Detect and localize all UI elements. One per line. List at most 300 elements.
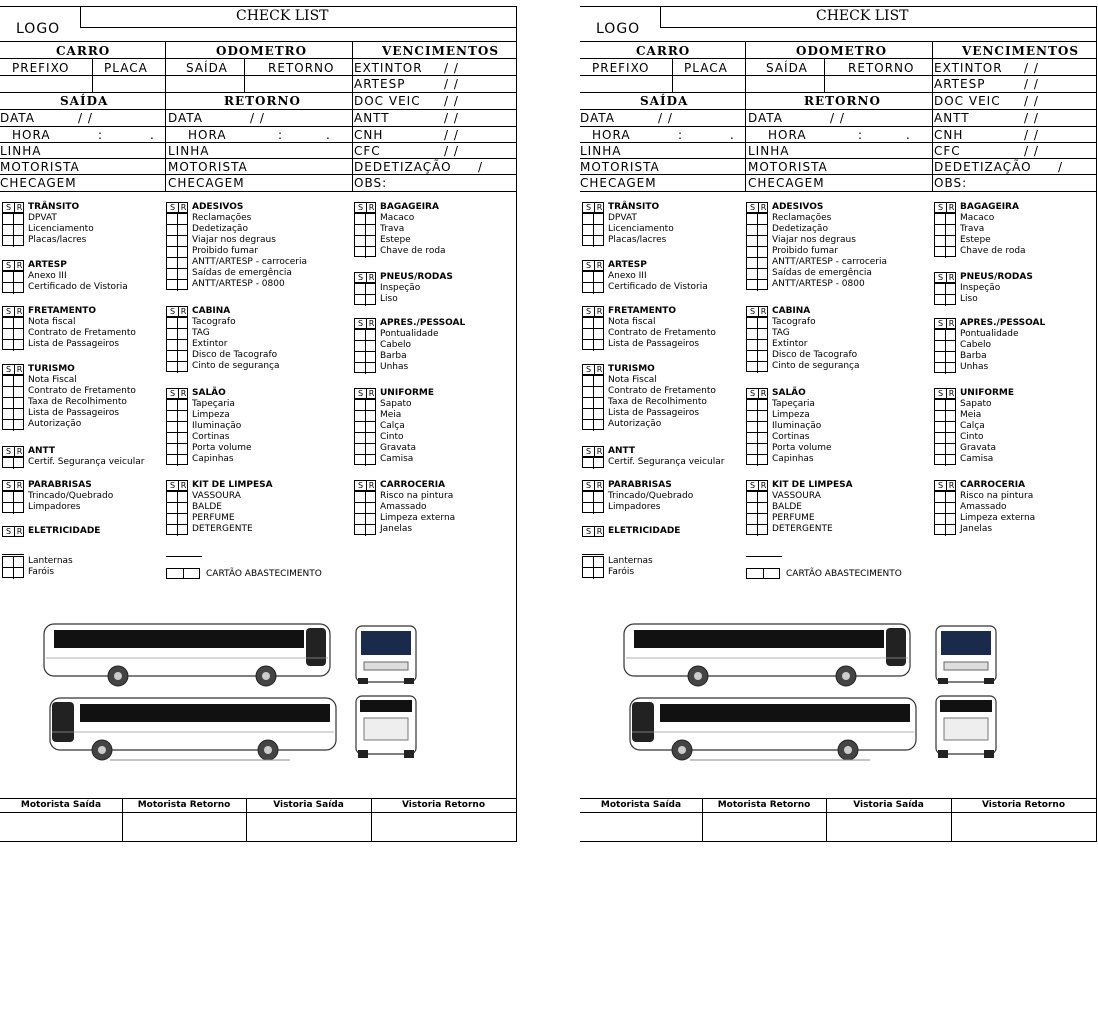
checkbox-cell[interactable] [3,329,23,340]
checkbox-cell[interactable] [355,400,375,411]
checkbox-cell[interactable] [355,330,375,341]
data-retorno-slashes: / / [830,111,845,125]
checkbox-cell[interactable] [935,400,955,411]
checkbox-cell[interactable] [355,503,375,514]
r-label: R [948,273,955,282]
checkbox-cell[interactable] [3,376,23,387]
checklist-item: Camisa [380,454,414,464]
venc-date-slashes: / / [444,128,459,142]
venc-label: CFC [354,144,381,158]
checkbox-column[interactable] [2,457,24,468]
checkbox-cell[interactable] [747,400,767,411]
checkbox-cell[interactable] [3,492,23,503]
checklist-item: Limpeza [772,410,810,420]
checkbox-cell[interactable] [935,525,955,536]
checkbox-cell[interactable] [3,458,23,469]
checkbox-column[interactable] [2,213,24,246]
checkbox-cell[interactable] [583,376,603,387]
group-items [380,491,455,535]
checkbox-column[interactable] [2,491,24,513]
checkbox-cell[interactable] [935,492,955,503]
hora-saida-label: HORA [592,128,631,142]
checklist-item: Reclamações [772,213,832,223]
linha-saida-label: LINHA [580,144,622,158]
logo-text: LOGO [16,21,61,37]
s-label: S [747,389,759,398]
checkbox-cell[interactable] [583,387,603,398]
venc-date-slashes: / / [1024,144,1039,158]
checkbox-cell[interactable] [747,455,767,466]
cartao-checkbox[interactable] [166,568,200,579]
r-label: R [760,307,767,316]
checklist-item: Taxa de Recolhimento [608,397,707,407]
r-label: R [948,203,955,212]
checkbox-cell[interactable] [747,214,767,225]
saida-header: SAÍDA [60,94,109,108]
checkbox-column[interactable] [934,399,956,465]
checkbox-cell[interactable] [167,351,187,362]
footer-vistoria-retorno: Vistoria Retorno [981,800,1065,810]
checkbox-cell[interactable] [167,514,187,525]
r-label: R [180,203,187,212]
checkbox-cell[interactable] [583,283,603,294]
checkbox-cell[interactable] [583,236,603,247]
checklist-item: Chave de roda [960,246,1026,256]
sr-header [746,480,768,491]
checkbox-cell[interactable] [935,455,955,466]
retorno-header: RETORNO [224,94,301,108]
sr-header [2,526,24,537]
eletricidade-items [28,556,73,578]
checkbox-column[interactable] [746,399,768,465]
checklist-item: Autorização [28,419,82,429]
checkbox-column[interactable] [746,317,768,372]
checkbox-cell[interactable] [355,284,375,295]
checkbox-cell[interactable] [355,455,375,466]
checkbox-cell[interactable] [167,400,187,411]
r-label: R [596,447,603,456]
checkbox-cell[interactable] [3,420,23,431]
checkbox-cell[interactable] [747,444,767,455]
checkbox-cell[interactable] [3,318,23,329]
checkbox-column[interactable] [354,329,376,373]
checkbox-cell[interactable] [3,568,23,579]
group-items [608,375,716,430]
checkbox-cell[interactable] [747,411,767,422]
checkbox-cell[interactable] [167,329,187,340]
checkbox-cell[interactable] [747,269,767,280]
group-items [28,213,94,246]
checkbox-cell[interactable] [583,398,603,409]
checkbox-cell[interactable] [935,214,955,225]
checkbox-cell[interactable] [935,433,955,444]
venc-label: CFC [934,144,961,158]
sr-header [354,388,376,399]
sr-header [746,388,768,399]
odometro-header: ODOMETRO [216,44,308,58]
venc-label: DEDETIZAÇÃO [934,160,1032,174]
cartao-label: CARTÃO ABASTECIMENTO [786,569,902,579]
r-label: R [368,203,375,212]
checkbox-cell[interactable] [167,455,187,466]
s-label: S [355,203,367,212]
checkbox-column[interactable] [166,491,188,535]
checkbox-cell[interactable] [3,503,23,514]
checklist-item: Inspeção [380,283,421,293]
hora-retorno-label: HORA [768,128,807,142]
eletricidade-checkboxes[interactable] [582,556,604,578]
checkbox-cell[interactable] [3,409,23,420]
bus-side-view-right [620,692,920,762]
checkbox-cell[interactable] [355,525,375,536]
checkbox-cell[interactable] [355,247,375,258]
checkbox-cell[interactable] [747,514,767,525]
checkbox-column[interactable] [746,491,768,535]
checklist-item: Certificado de Vistoria [608,282,708,292]
motorista-retorno-label: MOTORISTA [748,160,828,174]
group-items [192,491,253,535]
checklist-item: ANTT/ARTESP - 0800 [192,279,285,289]
checklist-item: Chave de roda [380,246,446,256]
venc-label: OBS: [934,176,968,190]
hora-saida-dot: . [730,128,735,142]
checkbox-cell[interactable] [355,236,375,247]
checkbox-column[interactable] [354,491,376,535]
checkbox-cell[interactable] [935,330,955,341]
group-items [192,213,307,290]
checkbox-cell[interactable] [3,557,23,568]
checkbox-cell[interactable] [167,444,187,455]
checkbox-cell[interactable] [935,363,955,374]
checkbox-cell[interactable] [355,411,375,422]
checkbox-cell[interactable] [935,411,955,422]
checkbox-column[interactable] [582,491,604,513]
motorista-saida-label: MOTORISTA [580,160,660,174]
checklist-item: Calça [380,421,405,431]
checklist-item: BALDE [192,502,222,512]
checkbox-column[interactable] [934,491,956,535]
saida-header: SAÍDA [640,94,689,108]
group-title: PARABRISAS [28,480,92,490]
r-label: R [16,481,23,490]
checkbox-column[interactable] [582,317,604,350]
s-label: S [167,203,179,212]
odometro-saida-label: SAÍDA [766,61,808,75]
checkbox-cell[interactable] [747,225,767,236]
checkbox-cell[interactable] [747,318,767,329]
checkbox-cell[interactable] [167,214,187,225]
cartao-checkbox[interactable] [746,568,780,579]
checkbox-cell[interactable] [583,214,603,225]
checkbox-cell[interactable] [3,398,23,409]
checkbox-cell[interactable] [583,420,603,431]
checkbox-cell[interactable] [747,351,767,362]
group-title: FRETAMENTO [608,306,677,316]
s-label: S [3,307,15,316]
r-label: R [368,273,375,282]
checkbox-column[interactable] [934,283,956,305]
checkbox-column[interactable] [354,283,376,305]
group-title: CARROCERIA [380,480,446,490]
s-label: S [583,261,595,270]
checkbox-cell[interactable] [355,433,375,444]
checkbox-cell[interactable] [747,525,767,536]
r-label: R [948,481,955,490]
checkbox-cell[interactable] [167,318,187,329]
checkbox-cell[interactable] [583,272,603,283]
s-label: S [355,273,367,282]
checkbox-cell[interactable] [167,525,187,536]
checkbox-cell[interactable] [3,236,23,247]
checkbox-cell[interactable] [583,568,603,579]
group-items [380,399,416,465]
s-label: S [747,481,759,490]
checagem-saida-label: CHECAGEM [0,176,77,190]
odometro-retorno-label: RETORNO [268,61,335,75]
group-title: CABINA [772,306,811,316]
checkbox-cell[interactable] [935,295,955,306]
checkbox-column[interactable] [2,271,24,293]
checkbox-cell[interactable] [747,433,767,444]
checkbox-cell[interactable] [355,422,375,433]
group-items [960,283,1000,305]
checkbox-cell[interactable] [747,422,767,433]
sr-header [2,480,24,491]
checklist-item: Contrato de Fretamento [28,386,136,396]
checkbox-cell[interactable] [935,352,955,363]
checkbox-cell[interactable] [583,492,603,503]
group-items [960,491,1035,535]
group-title: ANTT [608,446,635,456]
checklist-item: Nota Fiscal [28,375,77,385]
group-items [380,213,446,257]
checklist-item: Cinto de segurança [772,361,860,371]
checkbox-cell[interactable] [3,387,23,398]
checagem-retorno-label: CHECAGEM [748,176,825,190]
checkbox-cell[interactable] [747,280,767,291]
checkbox-cell[interactable] [747,329,767,340]
hora-saida-sep: : [678,128,684,142]
checkbox-cell[interactable] [935,503,955,514]
checkbox-cell[interactable] [935,247,955,258]
checkbox-cell[interactable] [355,444,375,455]
checkbox-cell[interactable] [3,214,23,225]
checkbox-column[interactable] [354,399,376,465]
checkbox-cell[interactable] [583,557,603,568]
linha-retorno-label: LINHA [168,144,210,158]
checkbox-column[interactable] [582,457,604,468]
odometro-retorno-label: RETORNO [848,61,915,75]
checkbox-cell[interactable] [167,269,187,280]
group-title: SALÃO [772,388,806,398]
checklist-item: Cabelo [960,340,992,350]
checkbox-cell[interactable] [355,225,375,236]
checklist-item: Proibido fumar [772,246,838,256]
checklist-item: Lanternas [608,556,653,566]
checkbox-column[interactable] [746,213,768,290]
checkbox-cell[interactable] [167,362,187,373]
checkbox-cell[interactable] [167,503,187,514]
checkbox-cell[interactable] [355,363,375,374]
checkbox-column[interactable] [2,375,24,430]
sr-header [934,272,956,283]
checkbox-column[interactable] [166,213,188,290]
checkbox-column[interactable] [934,213,956,257]
checkbox-cell[interactable] [167,422,187,433]
checkbox-cell[interactable] [167,492,187,503]
sr-header [582,202,604,213]
checklist-item: Tapeçaria [192,399,235,409]
checkbox-cell[interactable] [167,225,187,236]
s-label: S [355,389,367,398]
venc-date-slashes: / / [444,94,459,108]
group-title: ANTT [28,446,55,456]
s-label: S [747,307,759,316]
venc-date-slashes: / [478,160,484,174]
checkbox-cell[interactable] [167,280,187,291]
checkbox-cell[interactable] [583,458,603,469]
s-label: S [355,481,367,490]
checklist-item: Porta volume [772,443,832,453]
checkbox-cell[interactable] [167,340,187,351]
checkbox-column[interactable] [166,317,188,372]
r-label: R [180,307,187,316]
checkbox-cell[interactable] [355,295,375,306]
checkbox-cell[interactable] [747,503,767,514]
checkbox-cell[interactable] [747,362,767,373]
footer-vistoria-saida: Vistoria Saída [273,800,344,810]
checkbox-cell[interactable] [935,236,955,247]
checkbox-cell[interactable] [355,492,375,503]
checkbox-cell[interactable] [583,503,603,514]
eletricidade-checkboxes[interactable] [2,556,24,578]
group-items [772,213,887,290]
sr-header [166,388,188,399]
checkbox-column[interactable] [354,213,376,257]
checklist-sheet-left [0,6,518,842]
checkbox-cell[interactable] [747,247,767,258]
sr-header [582,364,604,375]
checkbox-cell[interactable] [167,258,187,269]
checkbox-cell[interactable] [355,214,375,225]
checklist-item: Lista de Passageiros [28,408,120,418]
checkbox-cell[interactable] [3,283,23,294]
checkbox-cell[interactable] [355,341,375,352]
checkbox-cell[interactable] [583,318,603,329]
checklist-item: Amassado [960,502,1007,512]
checklist-item: Certif. Segurança veicular [28,457,145,467]
checkbox-cell[interactable] [935,444,955,455]
checklist-item: Trincado/Quebrado [28,491,114,501]
checklist-item: Limpadores [608,502,661,512]
checkbox-column[interactable] [2,317,24,350]
footer-motorista-saida: Motorista Saída [600,800,682,810]
data-retorno-slashes: / / [250,111,265,125]
checkbox-cell[interactable] [935,284,955,295]
r-label: R [16,447,23,456]
r-label: R [596,261,603,270]
checkbox-cell[interactable] [3,340,23,351]
r-label: R [16,307,23,316]
checkbox-cell[interactable] [935,341,955,352]
s-label: S [935,481,947,490]
checklist-item: VASSOURA [192,491,241,501]
sr-header [354,202,376,213]
checkbox-cell[interactable] [747,492,767,503]
group-title: CARROCERIA [960,480,1026,490]
checkbox-cell[interactable] [747,340,767,351]
checkbox-cell[interactable] [167,247,187,258]
group-items [28,317,136,350]
checkbox-cell[interactable] [583,225,603,236]
checkbox-cell[interactable] [747,258,767,269]
venc-label: ANTT [354,111,390,125]
checkbox-cell[interactable] [935,422,955,433]
checklist-item: Iluminação [772,421,822,431]
checkbox-cell[interactable] [747,236,767,247]
checklist-item: Nota fiscal [28,317,76,327]
checkbox-cell[interactable] [935,514,955,525]
checklist-item: Saídas de emergência [772,268,872,278]
checklist-sheet-right [580,6,1080,842]
checklist-item: Pontualidade [960,329,1019,339]
s-label: S [167,481,179,490]
venc-label: CNH [934,128,964,142]
checklist-item: Liso [380,294,398,304]
checkbox-cell[interactable] [167,433,187,444]
checkbox-cell[interactable] [3,272,23,283]
checklist-item: Licenciamento [608,224,674,234]
checkbox-column[interactable] [934,329,956,373]
footer-vistoria-saida: Vistoria Saída [853,800,924,810]
group-title: TURISMO [28,364,75,374]
checkbox-column[interactable] [582,213,604,246]
checkbox-column[interactable] [166,399,188,465]
venc-date-slashes: / [1058,160,1064,174]
checklist-item: Disco de Tacografo [772,350,858,360]
checklist-item: Estepe [380,235,411,245]
data-saida-label: DATA [0,111,35,125]
group-title: TRÂNSITO [28,202,80,212]
checkbox-cell[interactable] [583,329,603,340]
checkbox-cell[interactable] [583,340,603,351]
checkbox-cell[interactable] [583,409,603,420]
checklist-item: Sapato [380,399,412,409]
bus-side-view-right [40,692,340,762]
s-label: S [935,273,947,282]
checkbox-cell[interactable] [3,225,23,236]
checkbox-cell[interactable] [355,352,375,363]
checklist-item: Tapeçaria [772,399,815,409]
checkbox-cell[interactable] [167,236,187,247]
sr-header [166,306,188,317]
checkbox-cell[interactable] [355,514,375,525]
checkbox-cell[interactable] [167,411,187,422]
checklist-item: Gravata [380,443,417,453]
motorista-saida-label: MOTORISTA [0,160,80,174]
checagem-retorno-label: CHECAGEM [168,176,245,190]
checklist-item: Amassado [380,502,427,512]
checkbox-column[interactable] [582,271,604,293]
r-label: R [596,527,603,536]
checkbox-cell[interactable] [935,225,955,236]
checkbox-column[interactable] [582,375,604,430]
venc-label: EXTINTOR [934,61,1003,75]
group-title: PNEUS/RODAS [960,272,1033,282]
sr-header [582,306,604,317]
venc-date-slashes: / / [444,77,459,91]
checklist-item: DETERGENTE [772,524,833,534]
